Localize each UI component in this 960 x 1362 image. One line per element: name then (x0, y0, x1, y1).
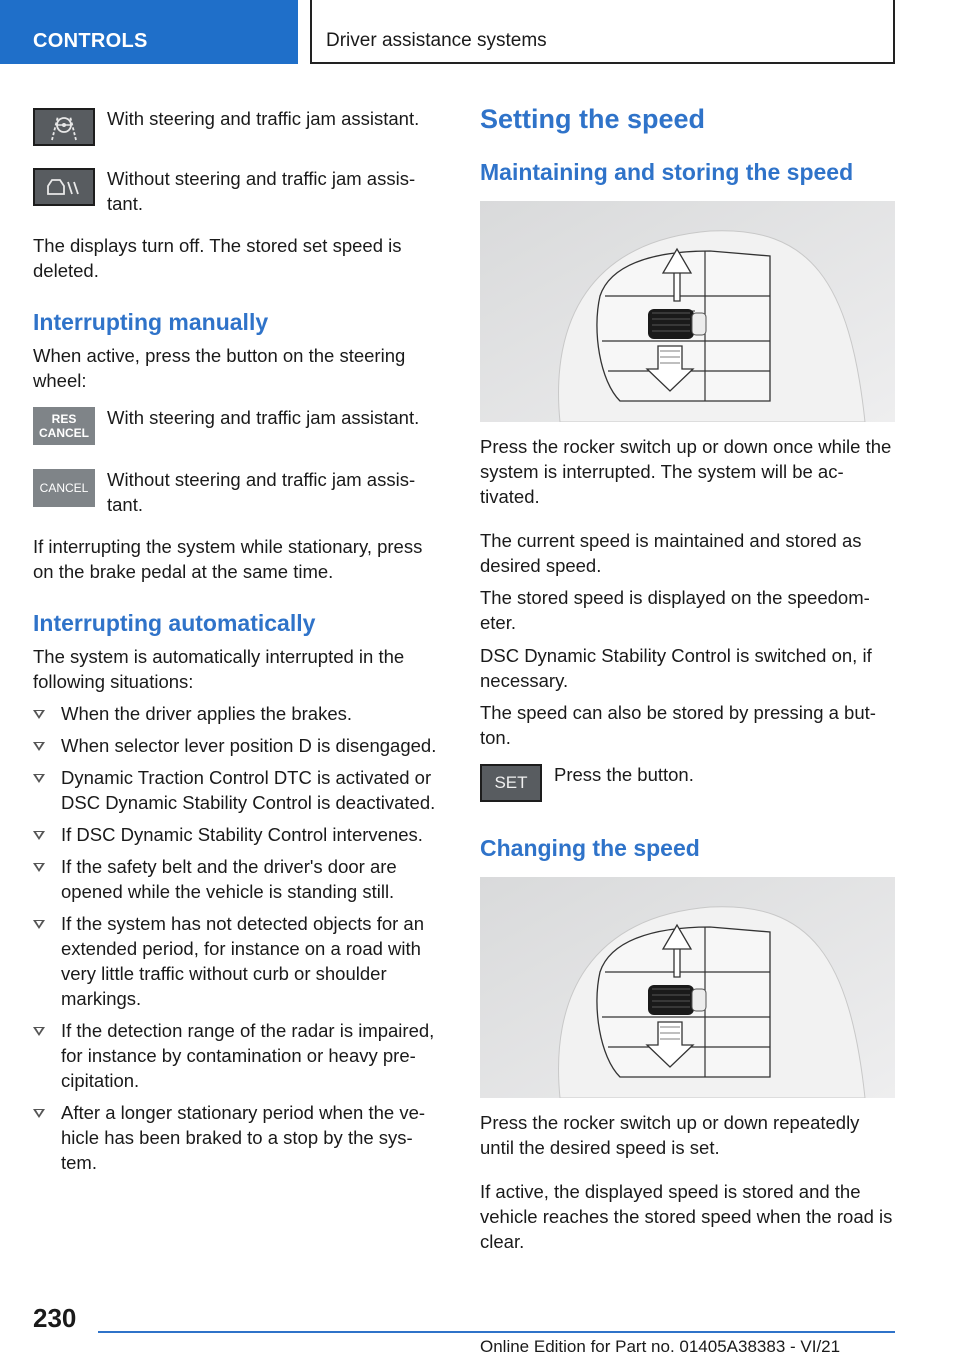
set-label: SET (494, 773, 528, 792)
list-item: If the safety belt and the driver's door are opened while the vehicle is standing still. (33, 854, 448, 904)
auto-interrupt-list (33, 701, 448, 1182)
icon3-text: With steering and traffic jam assistant. (107, 407, 420, 428)
car-distance-icon (33, 168, 95, 206)
header-chapter-box (310, 0, 895, 64)
icon4-text: Without steering and traffic jam assis‐tant. (107, 469, 416, 515)
changing-speed-heading: Changing the speed (480, 835, 700, 861)
triangle-bullet-icon (33, 1109, 45, 1118)
triangle-bullet-icon (33, 710, 45, 719)
icon-row-steering-assistant (33, 108, 447, 146)
list-item: If the detection range of the radar is impaired, for instance by contamination or heavy pre‐cipitation. (33, 1018, 448, 1093)
if-active-text: If active, the displayed speed is stored and the vehicle reaches the stored speed when the road is clear. (480, 1181, 893, 1252)
res-label: RES (51, 412, 77, 426)
list-item: After a longer stationary period when the ve‐hicle has been braked to a stop by the sys‐tem. (33, 1100, 448, 1175)
press-button-text: Press the button. (554, 764, 694, 785)
icon-row-no-steering (33, 168, 447, 216)
dsc-text: DSC Dynamic Stability Control is switched on, if necessary. (480, 645, 872, 691)
interrupt-auto-heading: Interrupting automatically (33, 610, 316, 636)
triangle-bullet-icon (33, 774, 45, 783)
stored-speed-text: The stored speed is displayed on the speedom‐eter. (480, 587, 870, 633)
footer-divider (98, 1331, 895, 1333)
icon-row-cancel (33, 469, 447, 517)
interrupt-manual-text: When active, press the button on the steering wheel: (33, 345, 406, 391)
steering-wheel-rocker-image (480, 201, 895, 422)
interrupt-manual-heading: Interrupting manually (33, 309, 269, 335)
stationary-text: If interrupting the system while stationary, press on the brake pedal at the same time. (33, 536, 423, 582)
steering-wheel-rocker-image-2 (480, 877, 895, 1098)
triangle-bullet-icon (33, 742, 45, 751)
set-button-icon (480, 764, 542, 802)
header-chapter-label: Driver assistance systems (326, 30, 547, 51)
turn-off-text: The displays turn off. The stored set speed is deleted. (33, 235, 402, 281)
list-item: If the system has not detected objects for an extended period, for instance on a road with very little traffic without curb or shoulder markings. (33, 911, 448, 1011)
triangle-bullet-icon (33, 863, 45, 872)
list-item: If DSC Dynamic Stability Control intervenes. (33, 822, 448, 847)
triangle-bullet-icon (33, 1027, 45, 1036)
triangle-bullet-icon (33, 831, 45, 840)
icon-row-res-cancel (33, 407, 447, 445)
cancel-sub-label: CANCEL (39, 426, 89, 440)
icon1-text: With steering and traffic jam assistant. (107, 108, 420, 129)
interrupt-auto-text: The system is automatically interrupted in the following situations: (33, 646, 405, 692)
triangle-bullet-icon (33, 920, 45, 929)
res-cancel-button-icon (33, 407, 95, 445)
rocker-repeat-text: Press the rocker switch up or down repeatedly until the desired speed is set. (480, 1112, 860, 1158)
steering-assistant-icon (33, 108, 95, 146)
header-section-label: CONTROLS (33, 30, 148, 52)
maintaining-speed-heading: Maintaining and storing the speed (480, 159, 854, 185)
current-speed-text: The current speed is maintained and stored as desired speed. (480, 530, 862, 576)
cancel-button-icon (33, 469, 95, 507)
list-item: When the driver applies the brakes. (33, 701, 448, 726)
edition-text: Online Edition for Part no. 01405A38383 - VI/21 (480, 1337, 841, 1356)
header-section-tab (0, 0, 298, 64)
icon-row-set (480, 764, 894, 802)
icon2-text: Without steering and traffic jam assis‐tant. (107, 168, 416, 214)
list-item: Dynamic Traction Control DTC is activated or DSC Dynamic Stability Control is deactivated. (33, 765, 448, 815)
cancel-label: CANCEL (39, 481, 89, 495)
setting-speed-heading: Setting the speed (480, 104, 706, 134)
button-store-text: The speed can also be stored by pressing a but‐ton. (480, 702, 876, 748)
rocker-text: Press the rocker switch up or down once while the system is interrupted. The system will be ac‐tivated. (480, 436, 892, 507)
list-item: When selector lever position D is disengaged. (33, 733, 448, 758)
page-number: 230 (33, 1303, 77, 1333)
